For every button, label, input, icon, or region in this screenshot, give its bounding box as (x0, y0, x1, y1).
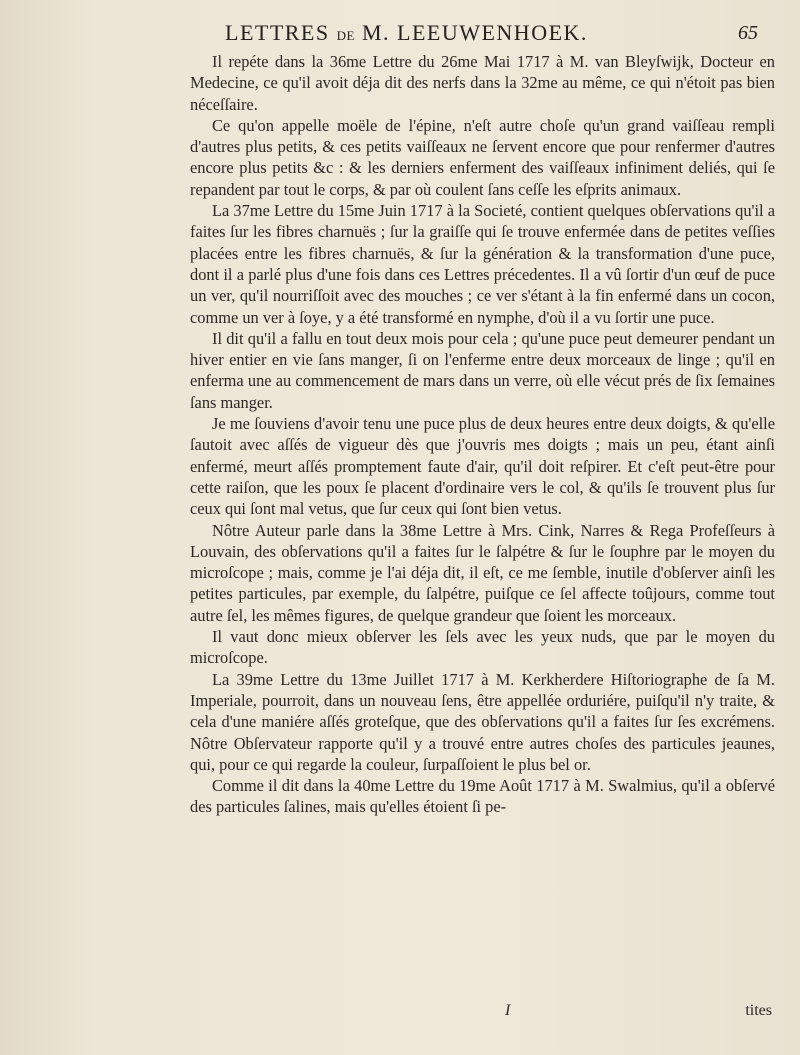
paragraph: La 39me Lettre du 13me Juillet 1717 à M. Kerkherdere Hiſtoriographe de ſa M. Imperiale, pourroit, dans un nouveau ſens, être appellée orduriére, puiſqu'il n'y traite, & cela d'une maniére aſſés groteſque, que des obſervations qu'il a faites ſur ſes excrémens. Nôtre Obſervateur rapporte qu'il y a trouvé entre autres choſes des particules jeaunes, qui, pour ce qui regarde la couleur, ſurpaſſoient le plus bel or. (190, 669, 775, 774)
paragraph: Nôtre Auteur parle dans la 38me Lettre à Mrs. Cink, Narres & Rega Profeſſeurs à Louvain, des obſervations qu'il a faites ſur le ſalpétre & ſur le ſouphre par le moyen du microſcope ; mais, comme je l'ai déja dit, il eſt, ce me ſemble, inutile d'obſerver ainſi les petites particules, par exemple, du ſalpétre, puiſque ce ſel affecte toûjours, comme tout autre ſel, les mêmes figures, de quelque grandeur que ſoient les morceaux. (190, 520, 775, 625)
running-head-de: DE (336, 28, 355, 43)
paragraph: Je me ſouviens d'avoir tenu une puce plus de deux heures entre deux doigts, & qu'elle ſautoit avec aſſés de vigueur dès que j'ouvris mes doigts ; mais un peu, étant ainſi enfermé, meurt aſſés promptement faute d'air, qu'il doit reſpirer. Et c'eſt peut-être pour cette raiſon, que les poux ſe placent d'ordinaire vers le col, & qu'ils ſe trouvent plus ſur ceux qui ſont mal vetus, que ſur ceux qui ſont bien vetus. (190, 414, 775, 519)
running-head (225, 20, 745, 52)
paragraph: Il dit qu'il a fallu en tout deux mois pour cela ; qu'une puce peut demeurer pendant un hiver entier en vie ſans manger, ſi on l'enferme entre deux morceaux de linge ; qu'il en enferma une au commencement de mars dans un verre, où elle vécut prés de ſix ſemaines ſans manger. (190, 328, 775, 412)
paragraph: Il repéte dans la 36me Lettre du 26me Mai 1717 à M. van Bleyſwijk, Docteur en Medecine, ce qu'il avoit déja dit des nerfs dans la 32me au même, ce qui n'étoit pas bien néceſſaire. (190, 52, 775, 114)
body-text (190, 51, 775, 818)
catchword: tites (745, 1002, 772, 1019)
running-head-title: LETTRES (225, 20, 330, 45)
page-number: 65 (738, 22, 758, 44)
paragraph: Comme il dit dans la 40me Lettre du 19me Août 1717 à M. Swalmius, qu'il a obſervé des particules ſalines, mais qu'elles étoient ſi pe- (190, 776, 775, 817)
paragraph: Il vaut donc mieux obſerver les ſels avec les yeux nuds, que par le moyen du microſcope. (190, 627, 775, 668)
paragraph: La 37me Lettre du 15me Juin 1717 à la Societé, contient quelques obſervations qu'il a faites ſur les fibres charnuës ; ſur la graiſſe qui ſe trouve enfermée dans de petites veſſies placées entre les fibres charnuës, & ſur la génération & la transformation d'une puce, dont il a parlé plus d'une fois dans ces Lettres précedentes. Il a vû ſortir d'un œuf de puce un ver, qu'il nourriſſoit avec des mouches ; ce ver s'étant à la fin enfermé dans un cocon, comme un ver à ſoye, y a été transformé en nymphe, d'où il a vu ſortir une puce. (190, 201, 775, 327)
paragraph: Ce qu'on appelle moële de l'épine, n'eſt autre choſe qu'un grand vaiſſeau rempli d'autres plus petits, & ces petits vaiſſeaux ne ſervent encore que pour renfermer d'autres encore plus petits &c : & les derniers enferment des vaiſſeaux infiniment deliés, qui ſe repandent par tout le corps, & par où coulent ſans ceſſe les eſprits animaux. (190, 115, 775, 199)
running-head-name: M. LEEUWENHOEK. (361, 20, 588, 45)
signature-mark: I (505, 1002, 511, 1019)
